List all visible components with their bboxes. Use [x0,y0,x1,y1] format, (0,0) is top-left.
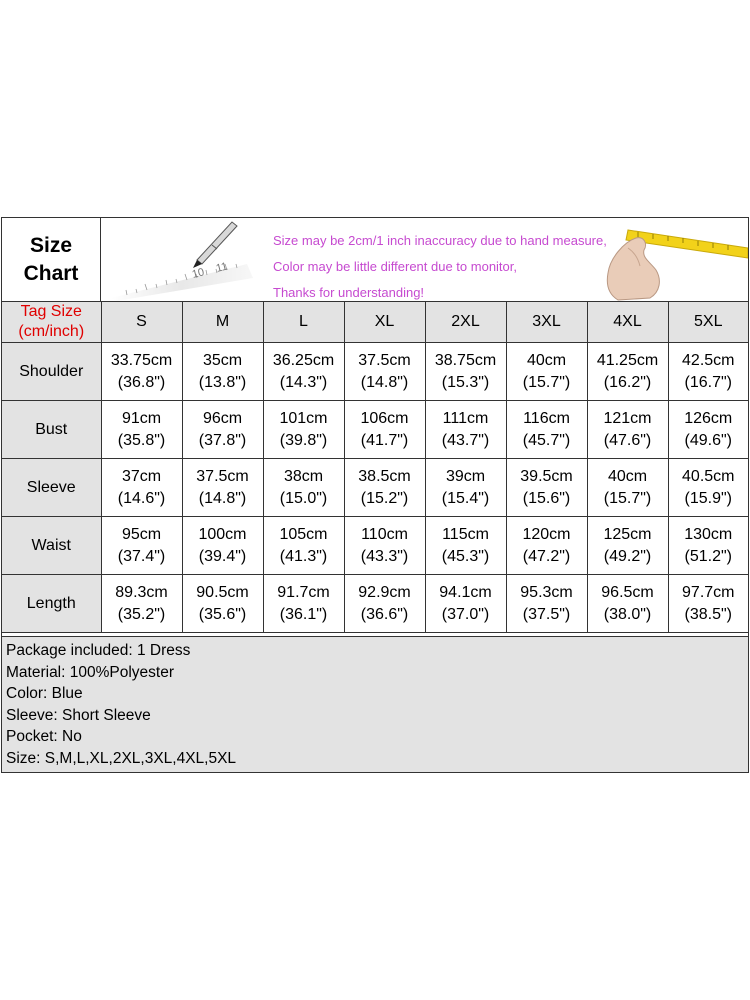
cell-cm: 110cm [361,525,408,543]
cell-inch: (37.5") [522,605,571,623]
cell-cm: 39cm [445,467,486,485]
cell-inch: (14.8") [198,489,247,507]
row-label-shoulder: Shoulder [2,343,101,401]
note-line-3: Thanks for understanding! [273,285,425,300]
table-row-length [2,575,748,633]
table-cell [668,343,748,401]
cell-cm: 40cm [526,351,567,369]
cell-inch: (35.8") [117,431,166,449]
cell-inch: (15.7") [522,373,571,391]
cell-cm: 38cm [283,467,324,485]
cell-cm: 41.25cm [596,351,659,369]
cell-cm: 105cm [279,525,328,543]
table-cell [506,343,587,401]
table-cell [587,459,668,517]
cell-inch: (16.2") [603,373,652,391]
chart-header [2,218,748,302]
table-cell [263,343,344,401]
size-3xl: 3XL [506,302,587,343]
table-cell [344,401,425,459]
table-cell [587,517,668,575]
size-xl: XL [344,302,425,343]
size-table [2,302,748,633]
detail-color: Color: Blue [6,685,83,703]
cell-inch: (38.5") [684,605,732,623]
table-cell [182,459,263,517]
cell-cm: 116cm [523,409,570,427]
cell-inch: (49.2") [603,547,652,565]
cell-inch: (43.3") [360,547,409,565]
detail-size: Size: S,M,L,XL,2XL,3XL,4XL,5XL [6,749,237,767]
cell-inch: (15.6") [522,489,571,507]
table-cell [263,401,344,459]
table-cell [344,575,425,633]
cell-inch: (15.7") [603,489,652,507]
cell-cm: 39.5cm [520,467,573,485]
table-cell [101,517,182,575]
cell-cm: 91cm [121,409,162,427]
cell-inch: (45.3") [441,547,490,565]
cell-cm: 38.5cm [358,467,411,485]
tag-size-label-line-1: Tag Size [20,303,82,320]
cell-cm: 126cm [684,409,733,427]
size-s: S [101,302,182,343]
row-label-waist: Waist [2,517,101,575]
measuring-tape-hand-icon [598,218,748,301]
table-cell [263,575,344,633]
cell-inch: (15.0") [279,489,328,507]
cell-inch: (49.6") [684,431,732,449]
cell-inch: (15.4") [441,489,490,507]
ruler-mark-11: 11 [214,260,229,275]
cell-cm: 90.5cm [196,583,249,601]
detail-sleeve: Sleeve: Short Sleeve [6,706,151,724]
note-line-2: Color may be little different due to monitor, [273,259,517,274]
cell-cm: 37cm [121,467,162,485]
cell-inch: (36.6") [360,605,409,623]
cell-inch: (15.2") [360,489,409,507]
table-row-bust [2,401,748,459]
cell-cm: 38.75cm [434,351,497,369]
cell-cm: 40.5cm [682,467,735,485]
table-cell [263,459,344,517]
title-line-1: Size [29,233,73,257]
ruler-mark-10: 10 [190,266,206,281]
detail-material: Material: 100%Polyester [6,663,174,681]
table-cell [425,575,506,633]
table-cell [101,343,182,401]
cell-inch: (45.7") [522,431,571,449]
cell-cm: 95.3cm [520,583,573,601]
row-label-sleeve: Sleeve [2,459,101,517]
note-line-1: Size may be 2cm/1 inch inaccuracy due to hand measure, [273,233,607,248]
cell-inch: (37.8") [198,431,247,449]
table-cell [182,401,263,459]
cell-cm: 120cm [522,525,571,543]
table-cell [587,575,668,633]
cell-cm: 96cm [202,409,243,427]
table-cell [425,517,506,575]
cell-cm: 100cm [198,525,247,543]
cell-inch: (36.8") [117,373,166,391]
cell-cm: 97.7cm [682,583,735,601]
cell-cm: 101cm [279,409,328,427]
row-label-length: Length [2,575,101,633]
table-cell [587,401,668,459]
size-l: L [263,302,344,343]
cell-cm: 40cm [607,467,648,485]
cell-cm: 106cm [360,409,409,427]
title-line-2: Chart [23,261,79,285]
size-header-row [2,302,748,343]
cell-cm: 94.1cm [439,583,492,601]
ruler-pencil-icon [107,218,257,301]
cell-cm: 111cm [442,409,489,427]
table-cell [263,517,344,575]
table-cell [668,517,748,575]
row-label-bust: Bust [2,401,101,459]
table-cell [506,575,587,633]
measurement-banner [101,218,748,301]
table-cell [101,575,182,633]
table-cell [668,459,748,517]
tag-size-label-line-2: (cm/inch) [18,323,85,340]
cell-inch: (35.2") [117,605,166,623]
cell-inch: (47.2") [522,547,571,565]
cell-cm: 95cm [121,525,162,543]
cell-inch: (15.3") [441,373,490,391]
table-cell [425,401,506,459]
cell-cm: 130cm [684,525,733,543]
size-chart [1,217,749,773]
table-cell [182,343,263,401]
table-cell [425,459,506,517]
detail-package: Package included: 1 Dress [6,642,191,659]
size-chart-title [2,218,101,301]
table-row-waist [2,517,748,575]
cell-inch: (47.6") [603,431,652,449]
cell-cm: 37.5cm [358,351,411,369]
cell-inch: (41.7") [360,431,409,449]
table-cell [344,517,425,575]
cell-inch: (41.3") [279,547,328,565]
cell-cm: 36.25cm [272,351,335,369]
table-cell [506,401,587,459]
table-cell [506,459,587,517]
table-row-sleeve [2,459,748,517]
cell-inch: (43.7") [441,431,490,449]
size-2xl: 2XL [425,302,506,343]
size-m: M [182,302,263,343]
cell-inch: (38.0") [603,605,652,623]
cell-cm: 121cm [603,409,652,427]
cell-inch: (16.7") [684,373,732,391]
table-cell [101,459,182,517]
cell-inch: (14.8") [360,373,409,391]
cell-inch: (36.1") [279,605,328,623]
table-cell [101,401,182,459]
measurement-notes [273,228,607,301]
table-cell [668,401,748,459]
cell-inch: (14.3") [279,373,328,391]
cell-cm: 42.5cm [682,351,735,369]
cell-cm: 33.75cm [110,351,173,369]
cell-inch: (15.9") [684,489,732,507]
cell-cm: 125cm [603,525,652,543]
product-details [2,636,748,772]
size-4xl: 4XL [587,302,668,343]
table-cell [668,575,748,633]
tag-size-label [2,302,101,343]
table-cell [587,343,668,401]
cell-inch: (37.4") [117,547,166,565]
cell-cm: 115cm [442,525,489,543]
table-cell [182,575,263,633]
cell-cm: 92.9cm [358,583,411,601]
cell-cm: 91.7cm [277,583,330,601]
cell-inch: (51.2") [684,547,732,565]
table-cell [344,459,425,517]
cell-cm: 89.3cm [115,583,168,601]
table-cell [344,343,425,401]
detail-pocket: Pocket: No [6,728,82,746]
cell-inch: (37.0") [441,605,490,623]
table-cell [425,343,506,401]
cell-inch: (35.6") [198,605,247,623]
cell-inch: (39.4") [198,547,247,565]
cell-inch: (13.8") [198,373,247,391]
cell-cm: 37.5cm [196,467,249,485]
cell-inch: (39.8") [279,431,328,449]
cell-cm: 96.5cm [601,583,654,601]
cell-inch: (14.6") [117,489,166,507]
size-5xl: 5XL [668,302,748,343]
table-row-shoulder [2,343,748,401]
table-cell [182,517,263,575]
cell-cm: 35cm [202,351,243,369]
table-cell [506,517,587,575]
